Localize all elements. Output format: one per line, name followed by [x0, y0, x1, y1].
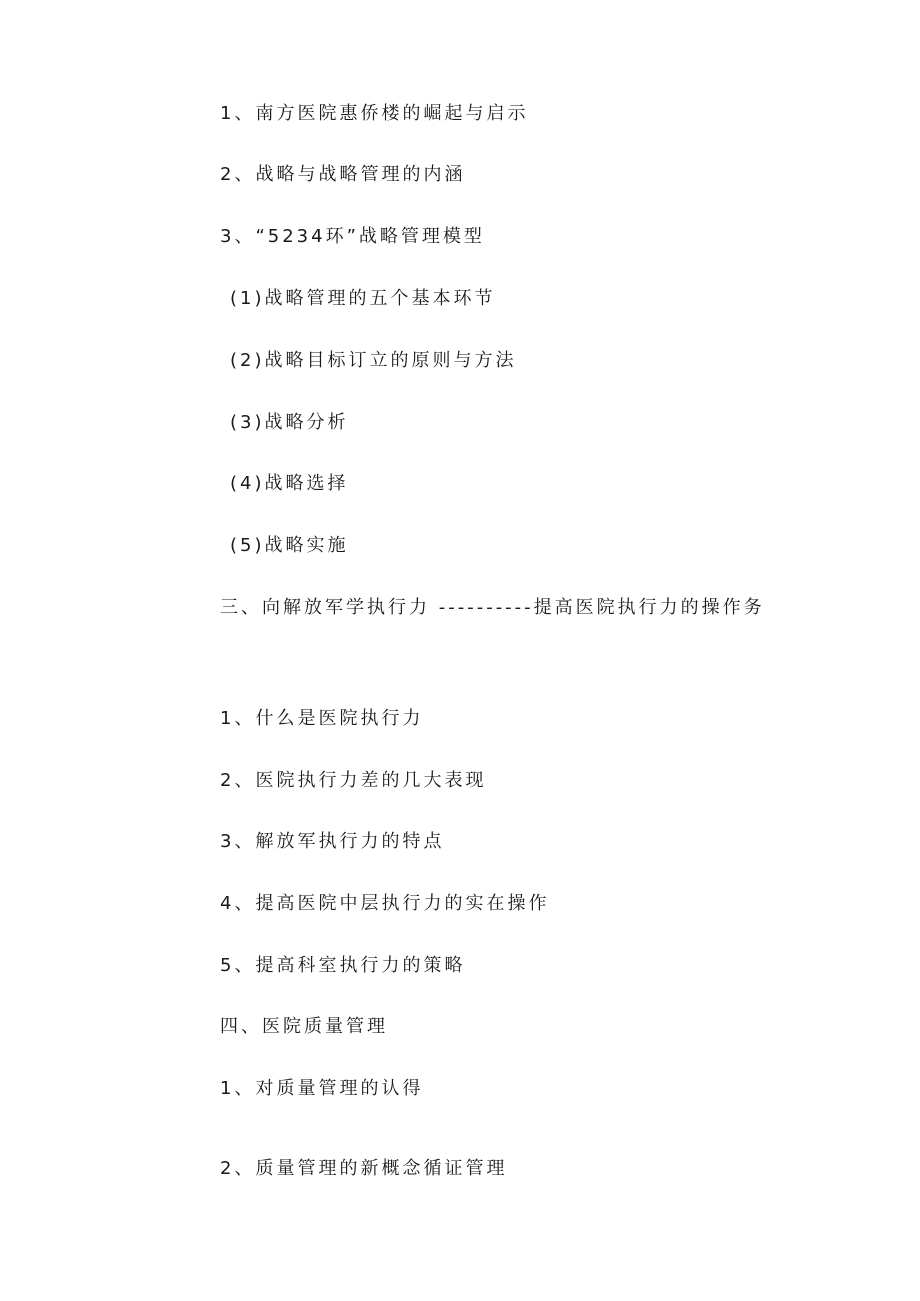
- toc-subitem-5: (5)战略实施: [230, 535, 349, 556]
- toc-item-1-3: 3、“5234环”战略管理模型: [220, 226, 485, 247]
- toc-item-3-3: 3、解放军执行力的特点: [220, 831, 445, 852]
- toc-subitem-3: (3)战略分析: [230, 412, 349, 433]
- toc-item-1-2: 2、战略与战略管理的内涵: [220, 164, 466, 185]
- toc-item-3-4: 4、提高医院中层执行力的实在操作: [220, 893, 550, 914]
- toc-item-3-2: 2、医院执行力差的几大表现: [220, 770, 487, 791]
- toc-item-3-5: 5、提高科室执行力的策略: [220, 955, 466, 976]
- toc-item-4-1: 1、对质量管理的认得: [220, 1078, 424, 1099]
- section-heading-4: 四、医院质量管理: [220, 1016, 388, 1037]
- toc-item-4-2: 2、质量管理的新概念循证管理: [220, 1158, 508, 1179]
- toc-item-3-1: 1、什么是医院执行力: [220, 708, 424, 729]
- toc-item-1-1: 1、南方医院惠侨楼的崛起与启示: [220, 103, 529, 124]
- toc-subitem-4: (4)战略选择: [230, 473, 349, 494]
- toc-subitem-1: (1)战略管理的五个基本环节: [230, 288, 496, 309]
- toc-subitem-2: (2)战略目标订立的原则与方法: [230, 350, 517, 371]
- section-heading-3: 三、向解放军学执行力 ----------提高医院执行力的操作务: [220, 597, 765, 618]
